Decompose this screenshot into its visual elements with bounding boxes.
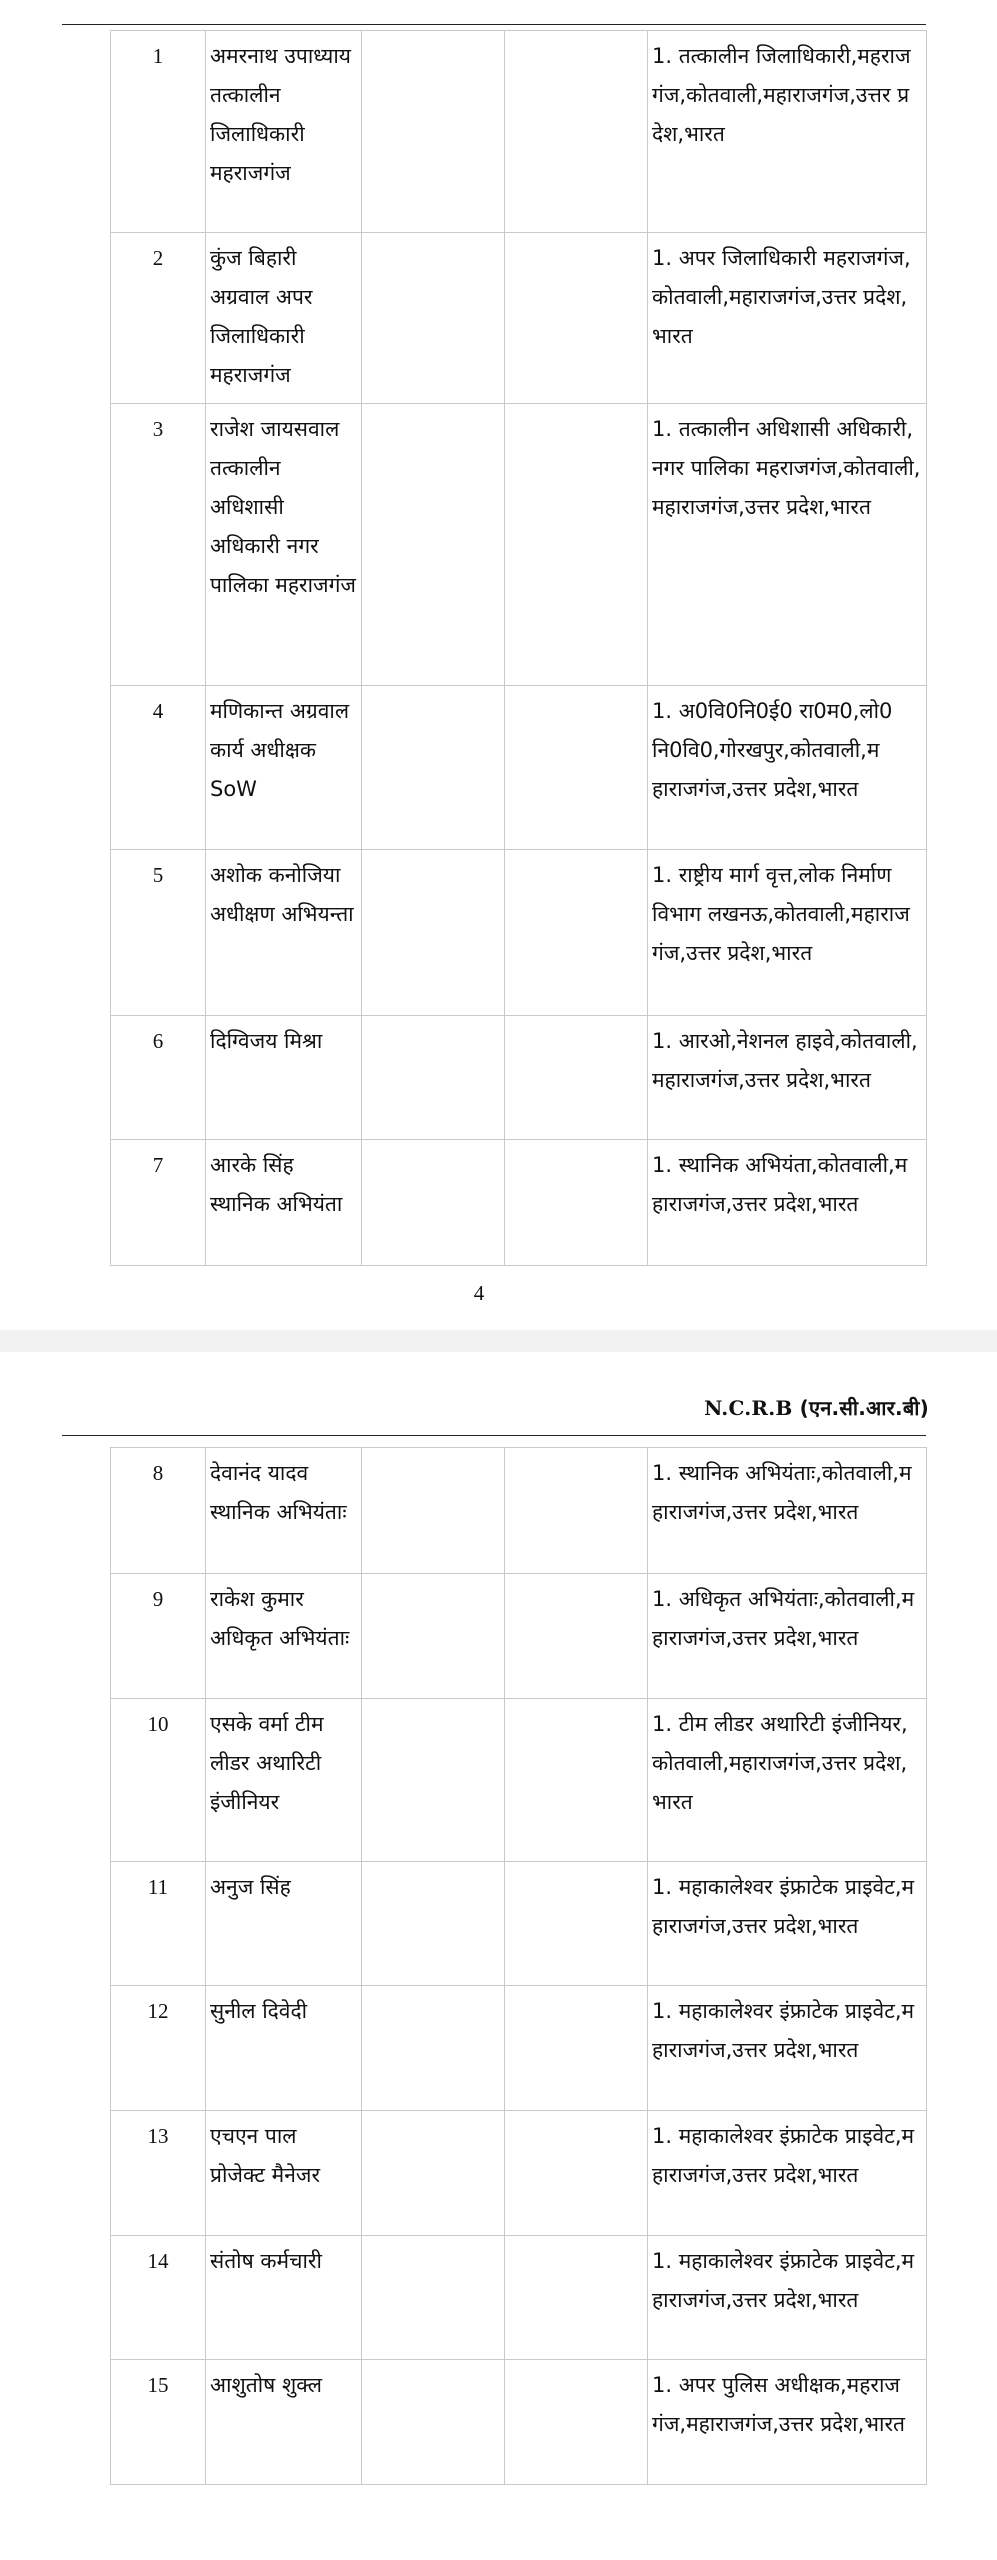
table-row bbox=[111, 1862, 927, 1986]
accused-address: 1. महाकालेश्वर इंफ्राटेक प्राइवेट,महाराजगंज,उत्तर प्रदेश,भारत bbox=[648, 2111, 927, 2236]
empty-cell bbox=[505, 1986, 648, 2111]
empty-cell bbox=[362, 2360, 505, 2485]
empty-cell bbox=[362, 404, 505, 686]
accused-address: 1. स्थानिक अभियंताः,कोतवाली,महाराजगंज,उत्तर प्रदेश,भारत bbox=[648, 1448, 927, 1574]
row-number: 12 bbox=[111, 1986, 206, 2111]
empty-cell bbox=[505, 850, 648, 1016]
table-row bbox=[111, 1140, 927, 1266]
row-number: 6 bbox=[111, 1016, 206, 1140]
table-row bbox=[111, 1986, 927, 2111]
table-row bbox=[111, 850, 927, 1016]
accused-name: आशुतोष शुक्ल bbox=[206, 2360, 362, 2485]
accused-name: सुनील दिवेदी bbox=[206, 1986, 362, 2111]
empty-cell bbox=[505, 2111, 648, 2236]
empty-cell bbox=[362, 2111, 505, 2236]
ncrb-header bbox=[704, 1394, 929, 1421]
accused-name: राजेश जायसवाल तत्कालीन अधिशासी अधिकारी नगर पालिका महराजगंज bbox=[206, 404, 362, 686]
row-number: 8 bbox=[111, 1448, 206, 1574]
empty-cell bbox=[505, 2360, 648, 2485]
table-row bbox=[111, 1574, 927, 1699]
accused-name: एसके वर्मा टीम लीडर अथारिटी इंजीनियर bbox=[206, 1699, 362, 1862]
empty-cell bbox=[505, 31, 648, 233]
table-row bbox=[111, 233, 927, 404]
empty-cell bbox=[505, 2236, 648, 2360]
accused-name: देवानंद यादव स्थानिक अभियंताः bbox=[206, 1448, 362, 1574]
accused-name: एचएन पाल प्रोजेक्ट मैनेजर bbox=[206, 2111, 362, 2236]
row-number: 14 bbox=[111, 2236, 206, 2360]
accused-name: अशोक कनोजिया अधीक्षण अभियन्ता bbox=[206, 850, 362, 1016]
empty-cell bbox=[505, 1448, 648, 1574]
row-number: 4 bbox=[111, 686, 206, 850]
row-number: 10 bbox=[111, 1699, 206, 1862]
empty-cell bbox=[505, 1140, 648, 1266]
empty-cell bbox=[505, 233, 648, 404]
empty-cell bbox=[505, 1699, 648, 1862]
accused-address: 1. अ0वि0नि0ई0 रा0म0,लो0नि0वि0,गोरखपुर,कोतवाली,महाराजगंज,उत्तर प्रदेश,भारत bbox=[648, 686, 927, 850]
page-number: 4 bbox=[473, 1281, 485, 1305]
row-number: 7 bbox=[111, 1140, 206, 1266]
empty-cell bbox=[505, 1016, 648, 1140]
table-row bbox=[111, 1016, 927, 1140]
empty-cell bbox=[362, 686, 505, 850]
accused-name: अमरनाथ उपाध्याय तत्कालीन जिलाधिकारी महराजगंज bbox=[206, 31, 362, 233]
accused-name: कुंज बिहारी अग्रवाल अपर जिलाधिकारी महराजगंज bbox=[206, 233, 362, 404]
row-number: 2 bbox=[111, 233, 206, 404]
accused-address: 1. अपर जिलाधिकारी महराजगंज,कोतवाली,महाराजगंज,उत्तर प्रदेश,भारत bbox=[648, 233, 927, 404]
accused-address: 1. टीम लीडर अथारिटी इंजीनियर,कोतवाली,महाराजगंज,उत्तर प्रदेश,भारत bbox=[648, 1699, 927, 1862]
row-number: 11 bbox=[111, 1862, 206, 1986]
table-row bbox=[111, 2111, 927, 2236]
accused-table-page-2 bbox=[110, 1447, 927, 2485]
row-number: 5 bbox=[111, 850, 206, 1016]
empty-cell bbox=[362, 1699, 505, 1862]
accused-name: दिग्विजय मिश्रा bbox=[206, 1016, 362, 1140]
header-rule bbox=[62, 24, 926, 25]
accused-name: मणिकान्त अग्रवाल कार्य अधीक्षक SoW bbox=[206, 686, 362, 850]
accused-address: 1. महाकालेश्वर इंफ्राटेक प्राइवेट,महाराजगंज,उत्तर प्रदेश,भारत bbox=[648, 1986, 927, 2111]
empty-cell bbox=[362, 850, 505, 1016]
empty-cell bbox=[505, 686, 648, 850]
empty-cell bbox=[362, 1448, 505, 1574]
empty-cell bbox=[505, 1862, 648, 1986]
table-row bbox=[111, 31, 927, 233]
accused-table-page-1 bbox=[110, 30, 927, 1266]
table-row bbox=[111, 404, 927, 686]
accused-address: 1. तत्कालीन अधिशासी अधिकारी,नगर पालिका महराजगंज,कोतवाली,महाराजगंज,उत्तर प्रदेश,भारत bbox=[648, 404, 927, 686]
table-row bbox=[111, 2236, 927, 2360]
empty-cell bbox=[362, 1986, 505, 2111]
accused-address: 1. स्थानिक अभियंता,कोतवाली,महाराजगंज,उत्तर प्रदेश,भारत bbox=[648, 1140, 927, 1266]
accused-name: अनुज सिंह bbox=[206, 1862, 362, 1986]
row-number: 9 bbox=[111, 1574, 206, 1699]
row-number: 15 bbox=[111, 2360, 206, 2485]
ncrb-hindi-label: (एन.सी.आर.बी) bbox=[799, 1396, 929, 1420]
accused-address: 1. अधिकृत अभियंताः,कोतवाली,महाराजगंज,उत्तर प्रदेश,भारत bbox=[648, 1574, 927, 1699]
empty-cell bbox=[362, 233, 505, 404]
table-row bbox=[111, 2360, 927, 2485]
empty-cell bbox=[362, 1016, 505, 1140]
accused-name: राकेश कुमार अधिकृत अभियंताः bbox=[206, 1574, 362, 1699]
empty-cell bbox=[362, 1574, 505, 1699]
accused-address: 1. महाकालेश्वर इंफ्राटेक प्राइवेट,महाराजगंज,उत्तर प्रदेश,भारत bbox=[648, 2236, 927, 2360]
ncrb-label: N.C.R.B bbox=[704, 1396, 793, 1420]
row-number: 1 bbox=[111, 31, 206, 233]
empty-cell bbox=[505, 404, 648, 686]
empty-cell bbox=[362, 1862, 505, 1986]
row-number: 3 bbox=[111, 404, 206, 686]
table-row bbox=[111, 686, 927, 850]
empty-cell bbox=[362, 31, 505, 233]
header-rule bbox=[62, 1435, 926, 1436]
accused-address: 1. तत्कालीन जिलाधिकारी,महराजगंज,कोतवाली,महाराजगंज,उत्तर प्रदेश,भारत bbox=[648, 31, 927, 233]
empty-cell bbox=[362, 2236, 505, 2360]
empty-cell bbox=[505, 1574, 648, 1699]
row-number: 13 bbox=[111, 2111, 206, 2236]
table-row bbox=[111, 1699, 927, 1862]
accused-name: संतोष कर्मचारी bbox=[206, 2236, 362, 2360]
document-page-2 bbox=[0, 1352, 997, 2560]
empty-cell bbox=[362, 1140, 505, 1266]
accused-name: आरके सिंह स्थानिक अभियंता bbox=[206, 1140, 362, 1266]
accused-address: 1. आरओ,नेशनल हाइवे,कोतवाली,महाराजगंज,उत्तर प्रदेश,भारत bbox=[648, 1016, 927, 1140]
accused-address: 1. राष्ट्रीय मार्ग वृत्त,लोक निर्माण विभाग लखनऊ,कोतवाली,महाराजगंज,उत्तर प्रदेश,भारत bbox=[648, 850, 927, 1016]
table-row bbox=[111, 1448, 927, 1574]
accused-address: 1. महाकालेश्वर इंफ्राटेक प्राइवेट,महाराजगंज,उत्तर प्रदेश,भारत bbox=[648, 1862, 927, 1986]
accused-address: 1. अपर पुलिस अधीक्षक,महराजगंज,महाराजगंज,उत्तर प्रदेश,भारत bbox=[648, 2360, 927, 2485]
